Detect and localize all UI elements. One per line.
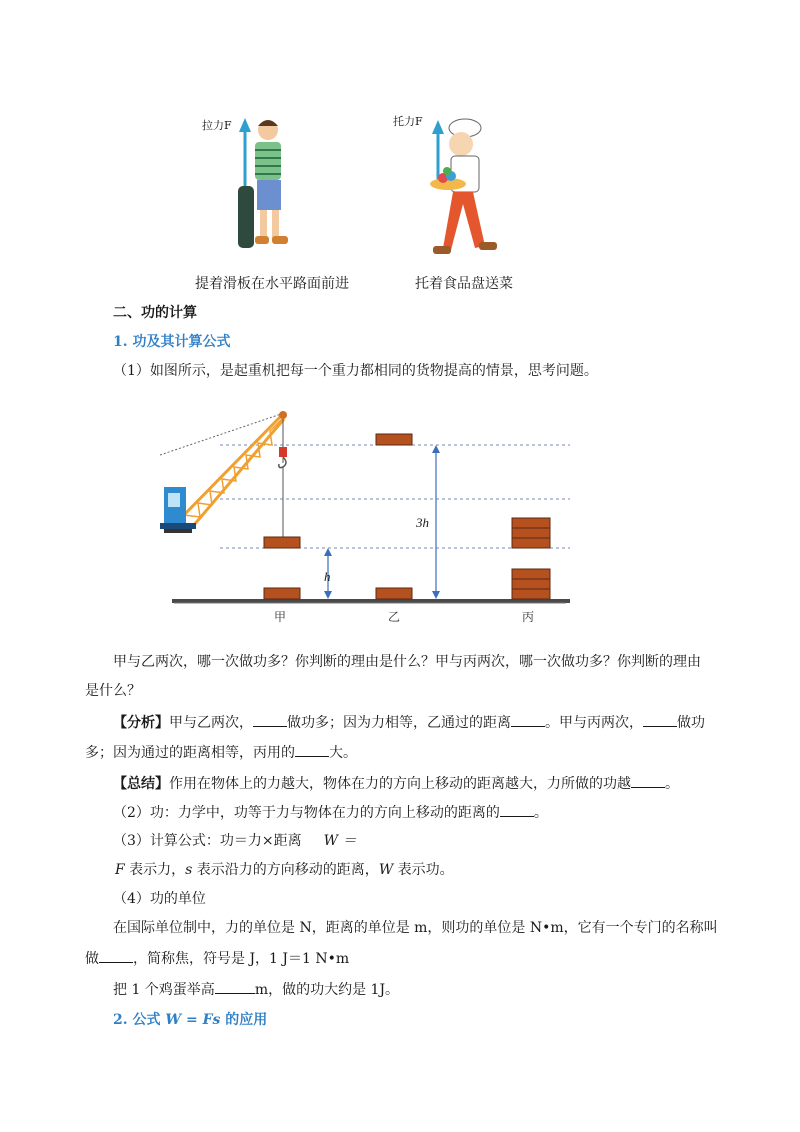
- label-yi: 乙: [388, 610, 401, 624]
- formula-explanation: F 表示力，s 表示沿力的方向移动的距离，W 表示功。: [115, 862, 454, 878]
- blank-6[interactable]: [500, 802, 534, 817]
- boy-with-skateboard-image: [200, 108, 310, 258]
- question-line-1: 甲与乙两次，哪一次做功多？你判断的理由是什么？甲与丙两次，哪一次做功多？你判断的理由: [113, 654, 701, 670]
- box-bing-lifted: [512, 518, 550, 548]
- formula-w: W ＝: [323, 833, 357, 849]
- crane-boom: [182, 411, 287, 525]
- formula-line: （3）计算公式：功＝力×距离 W ＝: [113, 833, 357, 849]
- analysis-tag: 【分析】: [113, 715, 169, 731]
- box-jia-ground: [264, 588, 300, 599]
- egg-line: 把 1 个鸡蛋举高 m，做的功大约是 1J。: [113, 979, 399, 1000]
- figure-food-tray: [393, 108, 518, 268]
- figure-skateboard: [200, 108, 310, 258]
- blank-5[interactable]: [631, 773, 665, 788]
- unit-heading: （4）功的单位: [113, 891, 206, 907]
- box-yi-ground: [376, 588, 412, 599]
- question-line-2: 是什么？: [85, 683, 141, 699]
- force-label-pull: 拉力F: [202, 119, 232, 132]
- summary-tag: 【总结】: [113, 776, 169, 792]
- ground-line: [172, 599, 570, 603]
- analysis-line-1: 【分析】甲与乙两次， 做功多；因为力相等，乙通过的距离 。甲与丙两次， 做功: [113, 712, 705, 733]
- box-jia-lifted: [264, 537, 300, 548]
- force-label-support: 托力F: [393, 115, 423, 128]
- blank-1[interactable]: [253, 712, 287, 727]
- unit-line-1: 在国际单位制中，力的单位是 N，距离的单位是 m，则功的单位是 N•m，它有一个专门的名称叫: [113, 920, 718, 936]
- label-3h: 3h: [416, 515, 429, 530]
- caption-skateboard: 提着滑板在水平路面前进: [195, 276, 349, 292]
- blank-8[interactable]: [215, 979, 255, 994]
- unit-line-2: 做 ，简称焦，符号是 J，1 J＝1 N•m: [85, 948, 349, 969]
- label-bing: 丙: [522, 610, 535, 624]
- caption-food-tray: 托着食品盘送菜: [415, 276, 513, 292]
- label-jia: 甲: [274, 610, 287, 624]
- paragraph-intro: （1）如图所示，是起重机把每一个重力都相同的货物提高的情景，思考问题。: [113, 363, 598, 379]
- analysis-line-2: 多；因为通过的距离相等，丙用的 大。: [85, 742, 357, 763]
- subsection-heading-2: 2. 公式 W = Fs 的应用: [113, 1012, 268, 1028]
- box-bing-ground: [512, 569, 550, 599]
- box-yi-lifted: [376, 434, 412, 445]
- blank-3[interactable]: [643, 712, 677, 727]
- waiter-with-tray-image: [393, 108, 518, 268]
- label-h: h: [324, 569, 331, 584]
- definition-line: （2）功：力学中，功等于力与物体在力的方向上移动的距离的 。: [113, 802, 548, 823]
- crane-diagram: [160, 405, 580, 630]
- blank-7[interactable]: [99, 948, 133, 963]
- blank-2[interactable]: [511, 712, 545, 727]
- blank-4[interactable]: [295, 742, 329, 757]
- summary-line: 【总结】作用在物体上的力越大，物体在力的方向上移动的距离越大，力所做的功越 。: [113, 773, 679, 794]
- arrow-3h: [432, 445, 440, 599]
- section-heading: 二、功的计算: [113, 305, 197, 321]
- subsection-heading-1: 1. 功及其计算公式: [113, 334, 231, 350]
